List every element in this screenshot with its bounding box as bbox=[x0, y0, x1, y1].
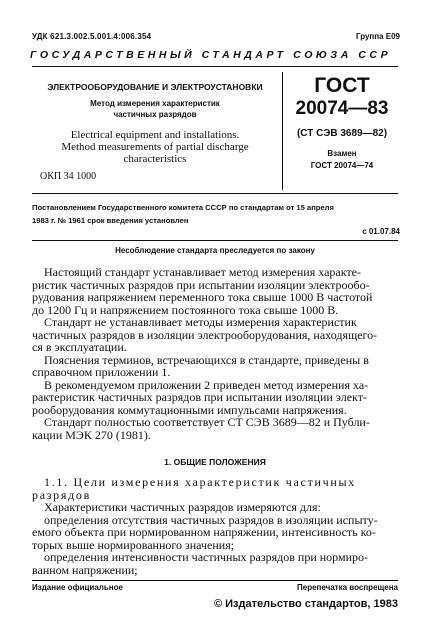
intro-line: Стандарт не устанавливает методы измерения характеристик bbox=[44, 315, 357, 329]
title-divider bbox=[282, 72, 283, 190]
title-en-line: Electrical equipment and installations. bbox=[70, 129, 240, 141]
decree-line: Постановлением Государственного комитета СССР по стандартам от 15 апреля bbox=[32, 203, 334, 212]
title-en bbox=[32, 129, 278, 165]
footer-rule bbox=[32, 580, 398, 581]
section-heading: 1. ОБЩИЕ ПОЛОЖЕНИЯ bbox=[164, 457, 266, 467]
state-standard-banner: ГОСУДАРСТВЕННЫЙ СТАНДАРТ СОЮЗА ССР bbox=[30, 49, 392, 61]
replaces-label: Взамен bbox=[327, 149, 357, 158]
section-line: Характеристики частичных разрядов измеряются для: bbox=[44, 500, 321, 514]
intro-line: ристик частичных разрядов при испытании изоляции электрообо- bbox=[32, 277, 370, 292]
method-title-ru-line: частичных разрядов bbox=[113, 110, 197, 119]
replaces-standard: ГОСТ 20074—74 bbox=[310, 161, 374, 170]
section-line: торых выше нормированного значения; bbox=[32, 537, 235, 552]
intro-line: В рекомендуемом приложении 2 приведен метод измерения ха- bbox=[44, 377, 369, 392]
title-rule bbox=[32, 193, 398, 194]
intro-line: рактеристик частичных разрядов при испытании изоляции элект- bbox=[32, 390, 367, 404]
intro-line: кации МЭК 270 (1981). bbox=[32, 427, 151, 442]
section-line: разрядов bbox=[32, 487, 91, 502]
section-text bbox=[32, 476, 398, 576]
intro-line: справочном приложении 1. bbox=[32, 365, 171, 379]
reprint-prohibited: Перепечатка воспрещена bbox=[297, 583, 398, 592]
gost-number: 20074—83 bbox=[295, 98, 389, 119]
title-en-line: Method measurements of partial discharge bbox=[61, 141, 249, 153]
gost-label: ГОСТ bbox=[314, 74, 370, 97]
section-line: ванном напряжении; bbox=[32, 562, 138, 577]
header-rule bbox=[32, 66, 398, 67]
section-line: определения интенсивности частичных разрядов при нормиро- bbox=[44, 550, 368, 564]
intro-text bbox=[32, 266, 398, 441]
group-code: Группа Е09 bbox=[355, 32, 400, 41]
method-title-ru bbox=[32, 98, 278, 120]
decree-text bbox=[32, 201, 334, 227]
title-en-line: characteristics bbox=[123, 153, 187, 165]
section-line: 1.1. Цели измерения характеристик частичных bbox=[44, 475, 356, 489]
intro-line: до 1200 Гц и напряжением постоянного тока свыше 1000 В. bbox=[32, 302, 339, 317]
section-line: определения отсутствия частичных разрядов в изоляции испыту- bbox=[44, 512, 378, 527]
method-title-ru-line: Метод измерения характеристик bbox=[90, 99, 220, 108]
official-edition: Издание официальное bbox=[32, 583, 123, 592]
intro-line: ся в эксплуатации. bbox=[32, 340, 127, 354]
udk-code: УДК 621.3.002.5.001.4:006.354 bbox=[32, 32, 152, 41]
section-line: емого объекта при нормированном напряжении, интенсивность ко- bbox=[32, 525, 376, 539]
intro-line: частичных разрядов в изоляции электрооборудования, находящего- bbox=[32, 327, 378, 342]
intro-line: Стандарт полностью соответствует СТ СЭВ 3689—82 и Публи- bbox=[44, 415, 370, 429]
st-sev-number: (СТ СЭВ 3689—82) bbox=[296, 128, 388, 139]
subject-title: ЭЛЕКТРООБОРУДОВАНИЕ И ЭЛЕКТРОУСТАНОВКИ bbox=[47, 82, 263, 92]
decree-line: 1983 г. № 1961 срок введения установлен bbox=[32, 216, 189, 225]
intro-line: Настоящий стандарт устанавливает метод измерения характе- bbox=[44, 265, 361, 279]
publisher-copyright: © Издательство стандартов, 1983 bbox=[213, 598, 398, 610]
okp-code: ОКП 34 1000 bbox=[40, 171, 97, 182]
law-warning: Несоблюдение стандарта преследуется по закону bbox=[115, 246, 315, 255]
intro-line: рооборудования коммутационными импульсами напряжения. bbox=[32, 402, 347, 417]
intro-line: рудования напряжением переменного тока свыше 1000 В частотой bbox=[32, 290, 373, 304]
intro-line: Пояснения терминов, встречающихся в стандарте, приведены в bbox=[44, 352, 369, 367]
effective-date: с 01.07.84 bbox=[362, 227, 400, 236]
decree-rule bbox=[32, 240, 398, 241]
